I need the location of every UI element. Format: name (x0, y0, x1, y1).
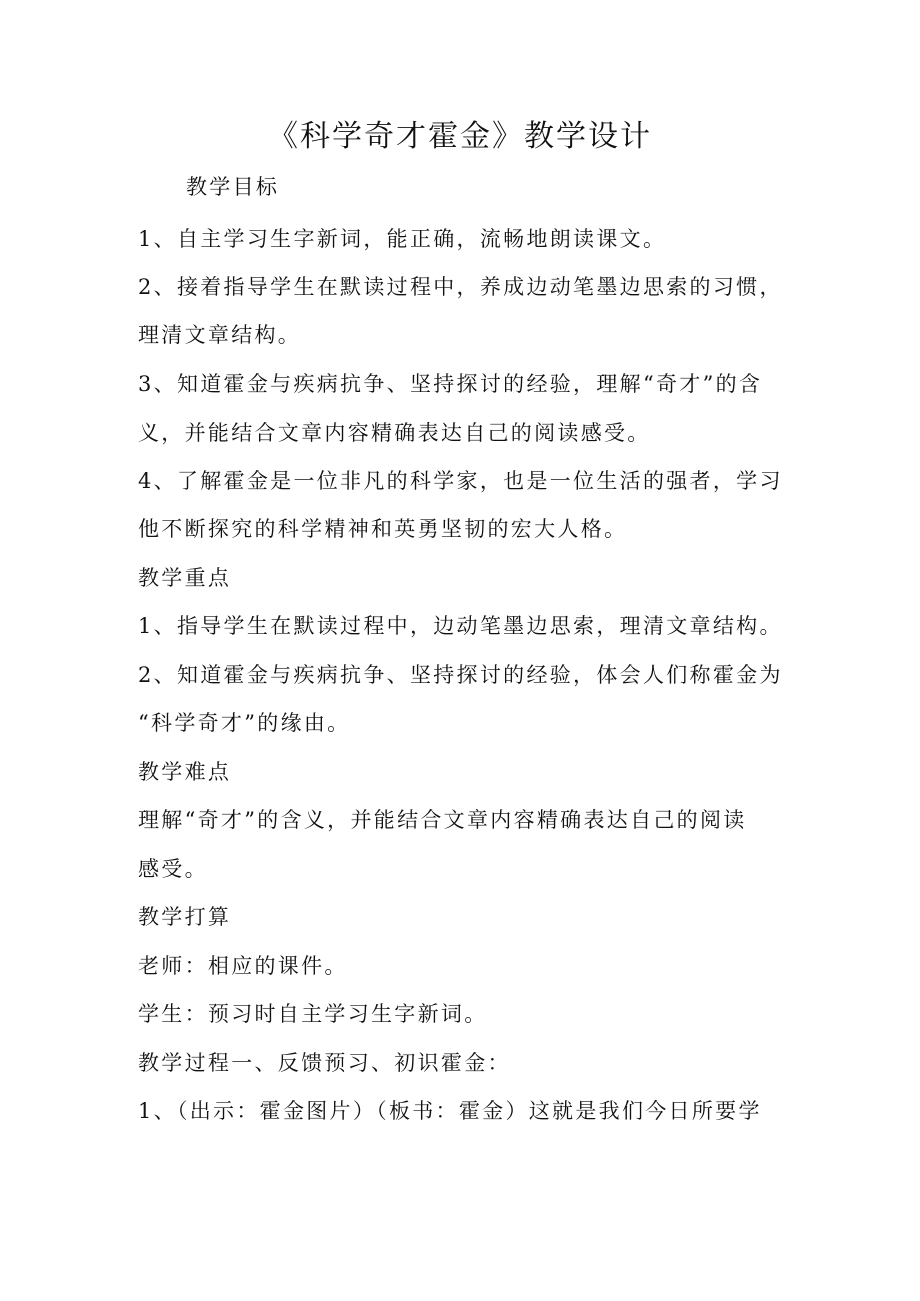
section-heading-process: 教学过程一、反馈预习、初识霍金： (138, 1051, 511, 1075)
section-heading-key-points: 教学重点 (138, 566, 232, 590)
paragraph-line: 学生：预习时自主学习生字新词。 (138, 1002, 488, 1026)
paragraph-line: 义，并能结合文章内容精确表达自己的阅读感受。 (138, 421, 651, 445)
paragraph-line: 理解“奇才”的含义，并能结合文章内容精确表达自己的阅读 (138, 808, 747, 832)
paragraph-line: 2、接着指导学生在默读过程中，养成边动笔墨边思索的习惯， (138, 275, 783, 299)
section-heading-difficulties: 教学难点 (138, 760, 232, 784)
section-heading-objectives: 教学目标 (186, 175, 280, 199)
paragraph-line: “科学奇才”的缘由。 (138, 711, 351, 735)
section-heading-preparation: 教学打算 (138, 905, 232, 929)
paragraph-line: 他不断探究的科学精神和英勇坚韧的宏大人格。 (138, 517, 628, 541)
paragraph-line: 老师：相应的课件。 (138, 954, 348, 978)
paragraph-line: 1、（出示：霍金图片）（板书：霍金）这就是我们今日所要学 (138, 1099, 762, 1123)
paragraph-line: 感受。 (138, 857, 208, 881)
paragraph-line: 1、指导学生在默读过程中，边动笔墨边思索，理清文章结构。 (138, 614, 783, 638)
paragraph-line: 理清文章结构。 (138, 323, 302, 347)
paragraph-line: 2、知道霍金与疾病抗争、坚持探讨的经验，体会人们称霍金为 (138, 663, 783, 687)
paragraph-line: 1、自主学习生字新词，能正确，流畅地朗读课文。 (138, 227, 667, 251)
paragraph-line: 3、知道霍金与疾病抗争、坚持探讨的经验，理解“奇才”的含 (138, 372, 763, 396)
document-title: 《科学奇才霍金》教学设计 (268, 119, 652, 154)
paragraph-line: 4、了解霍金是一位非凡的科学家，也是一位生活的强者，学习 (138, 469, 783, 493)
